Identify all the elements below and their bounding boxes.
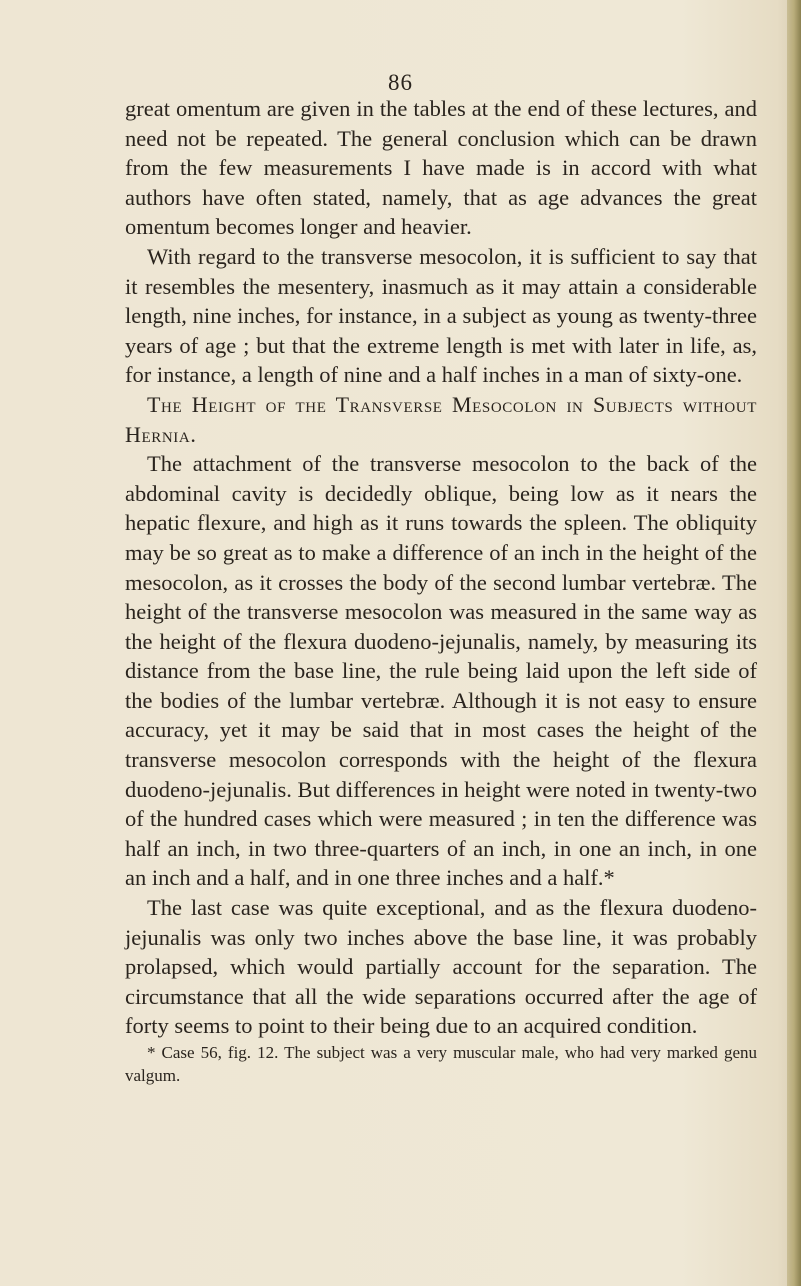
paragraph-last-case: The last case was quite exceptional, and as the flexura duodeno-jejunalis was only two inches above the base line, it was probably prolapsed, which would partially account for the separation. The circumstance that all the wide separations occurred after the age of forty seems to point to their being due to an acquired condition. xyxy=(125,895,757,1039)
section-heading: The Height of the Transverse Mesocolon in Subjects without Hernia. xyxy=(125,391,757,447)
footnote: * Case 56, fig. 12. The subject was a very muscular male, who had very marked genu valgum. xyxy=(125,1043,757,1085)
paragraph-attachment: The attachment of the transverse mesocolon to the back of the abdominal cavity is decidedly oblique, being low as it nears the hepatic flexure, and high as it runs towards the spleen. The obliquity may be so great as to make a difference of an inch in the height of the mesocolon, as it crosses the body of the second lumbar vertebræ. The height of the transverse mesocolon was measured in the same way as the height of the flexura duodeno-jejunalis, namely, by measuring its distance from the base line, the rule being laid upon the left side of the bodies of the lumbar vertebræ. Although it is not easy to ensure accuracy, yet it may be said that in most cases the height of the transverse mesocolon corresponds with the height of the flexura duodeno-jejunalis. But differences in height were noted in twenty-two of the hundred cases which were measured ; in ten the difference was half an inch, in two three-quarters of an inch, in one an inch, in one an inch and a half, and in one three inches and a half.* xyxy=(125,451,757,891)
page-edge xyxy=(787,0,801,1286)
paragraph-omentum: great omentum are given in the tables at the end of these lectures, and need not be repeated. The general conclusion which can be drawn from the few measurements I have made is in accord with what authors have often stated, namely, that as age advances the great omentum becomes longer and heavier. xyxy=(125,96,757,240)
paragraph-transverse-mesocolon: With regard to the transverse mesocolon, it is sufficient to say that it resembles the mesentery, inasmuch as it may attain a considerable length, nine inches, for instance, in a subject as young as twenty-three years of age ; but that the extreme length is met with later in life, as, for instance, a length of nine and a half inches in a man of sixty-one. xyxy=(125,243,757,388)
body-text xyxy=(125,94,757,1087)
page-number: 86 xyxy=(388,70,413,95)
